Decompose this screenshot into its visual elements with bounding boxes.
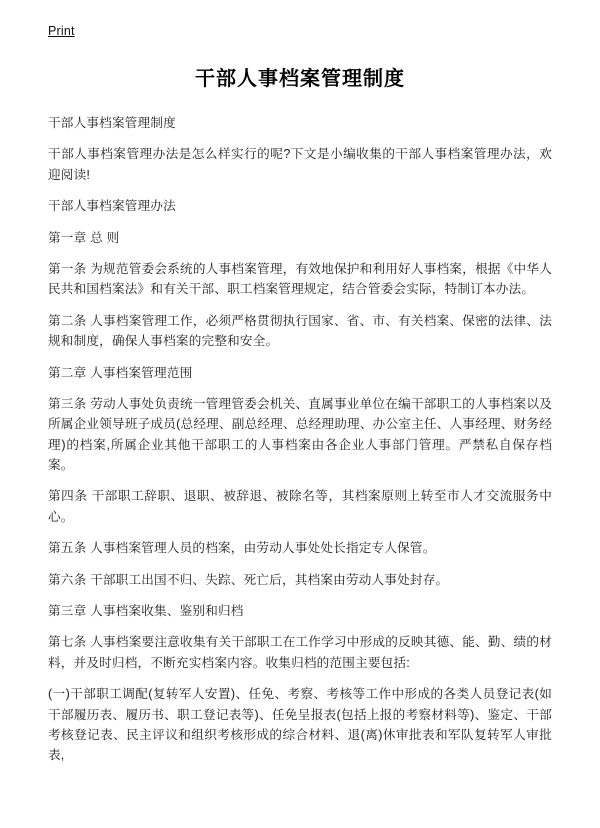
paragraph: 第一条 为规范管委会系统的人事档案管理，有效地保护和利用好人事档案，根据《中华人民共和国档案法》和有关干部、职工档案管理规定，结合管委会实际，特制订本办法。 [48, 261, 552, 297]
paragraph: 第一章 总 则 [48, 230, 120, 245]
paragraph: 第二条 人事档案管理工作，必须严格贯彻执行国家、省、市、有关档案、保密的法律、法规和制度，确保人事档案的完整和安全。 [48, 313, 552, 349]
paragraph: 第三章 人事档案收集、鉴别和归档 [48, 604, 244, 619]
paragraph: 干部人事档案管理办法是怎么样实行的呢?下文是小编收集的干部人事档案管理办法，欢迎阅读! [48, 147, 552, 182]
paragraph: (一)干部职工调配(复转军人安置)、任免、考察、考核等工作中形成的各类人员登记表(如干部履历表、履历书、职工登记表等)、任免呈报表(包括上报的考察材料等)、鉴定、干部考核登记表、民主评议和组织考核形成的综合材料、退(离)休审批表和军队复转军人审批表, [48, 687, 552, 763]
paragraph: 干部人事档案管理办法 [48, 199, 176, 214]
paragraph: 第五条 人事档案管理人员的档案，由劳动人事处处长指定专人保管。 [48, 541, 436, 556]
paragraph: 第二章 人事档案管理范围 [48, 365, 193, 380]
print-link[interactable]: Print [48, 24, 75, 38]
document-body [48, 113, 552, 766]
paragraph: 第三条 劳动人事处负责统一管理管委会机关、直属事业单位在编干部职工的人事档案以及所属企业领导班子成员(总经理、副总经理、总经理助理、办公室主任、人事经理、财务经理)的档案,所属企业其他干部职工的人事档案由各企业人事部门管理。严禁私自保存档案。 [48, 396, 552, 473]
paragraph: 干部人事档案管理制度 [48, 116, 176, 130]
paragraph: 第六条 干部职工出国不归、失踪、死亡后，其档案由劳动人事处封存。 [48, 572, 449, 587]
paragraph: 第四条 干部职工辞职、退职、被辞退、被除名等，其档案原则上转至市人才交流服务中心。 [48, 489, 552, 524]
page-title: 干部人事档案管理制度 [195, 68, 405, 90]
paragraph: 第七条 人事档案要注意收集有关干部职工在工作学习中形成的反映其德、能、勤、绩的材料，并及时归档，不断充实档案内容。收集归档的范围主要包括: [48, 635, 552, 670]
